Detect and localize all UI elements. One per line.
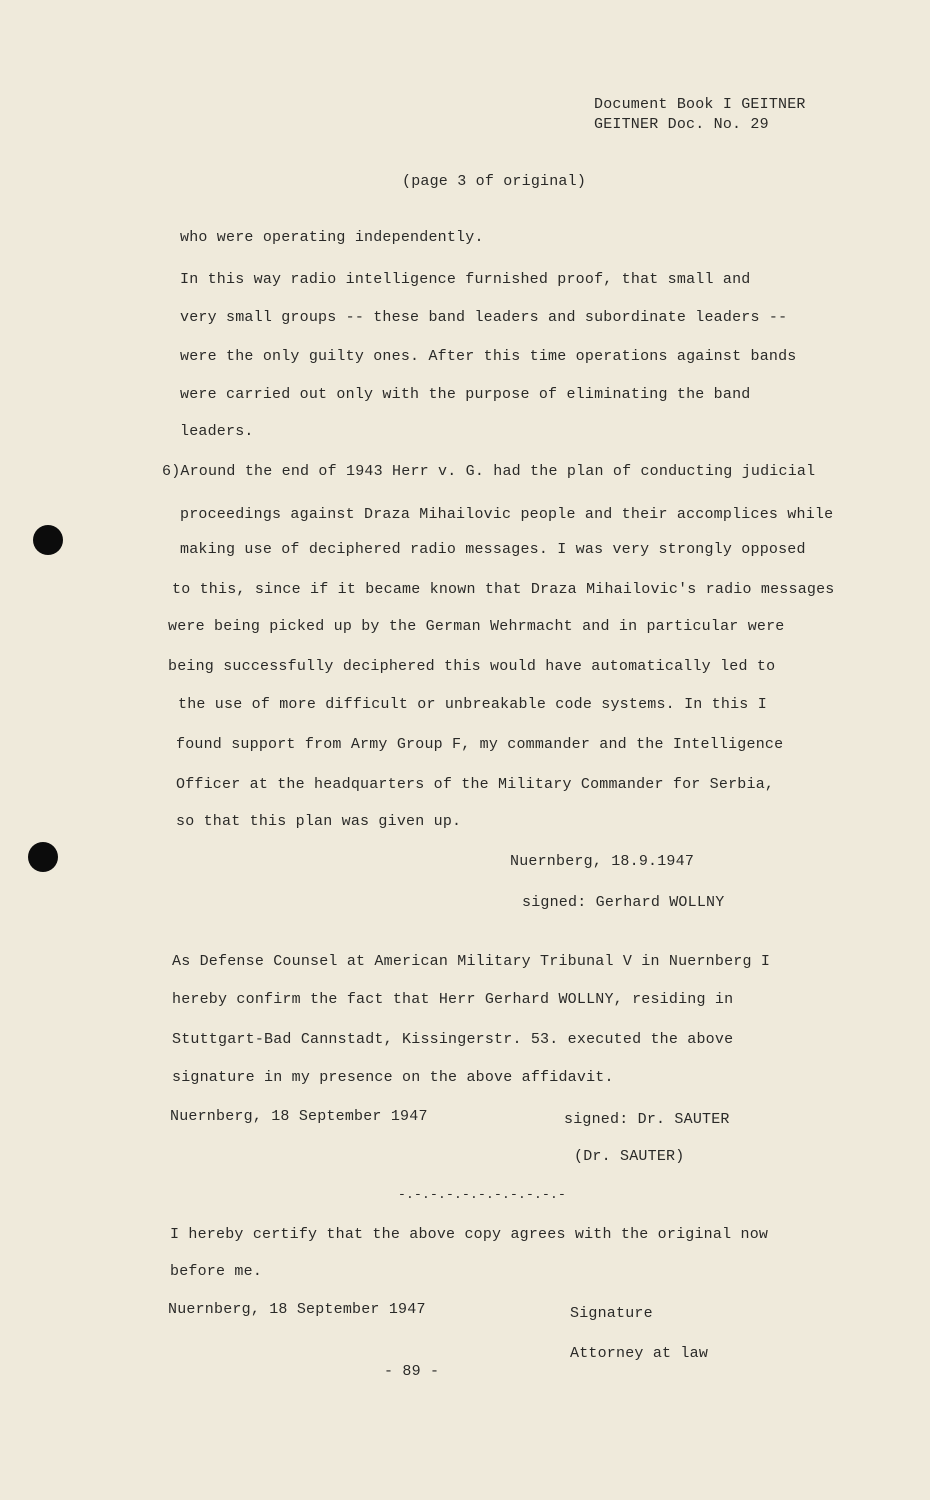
body-line: very small groups -- these band leaders and subordinate leaders -- (180, 309, 788, 326)
body-line: Officer at the headquarters of the Military Commander for Serbia, (176, 776, 775, 793)
body-line: so that this plan was given up. (176, 813, 462, 830)
page-note: (page 3 of original) (402, 173, 587, 190)
punch-hole (28, 842, 58, 872)
separator: -.-.-.-.-.-.-.-.-.-.- (398, 1187, 567, 1202)
counsel-line: As Defense Counsel at American Military Tribunal V in Nuernberg I (172, 953, 771, 970)
body-line: being successfully deciphered this would have automatically led to (168, 658, 776, 675)
body-line: 6)Around the end of 1943 Herr v. G. had the plan of conducting judicial (162, 463, 816, 480)
certify-line: I hereby certify that the above copy agrees with the original now (170, 1226, 769, 1243)
certify-line: before me. (170, 1263, 263, 1280)
affidavit-place-date: Nuernberg, 18.9.1947 (510, 853, 695, 870)
certify-place-date: Nuernberg, 18 September 1947 (168, 1301, 426, 1318)
page-number: - 89 - (384, 1363, 440, 1380)
counsel-line: hereby confirm the fact that Herr Gerhard WOLLNY, residing in (172, 991, 734, 1008)
body-line: proceedings against Draza Mihailovic people and their accomplices while (180, 506, 834, 523)
counsel-place-date: Nuernberg, 18 September 1947 (170, 1108, 428, 1125)
body-line: were being picked up by the German Wehrmacht and in particular were (168, 618, 785, 635)
counsel-name: (Dr. SAUTER) (574, 1148, 685, 1165)
body-line: were carried out only with the purpose of eliminating the band (180, 386, 751, 403)
body-line: who were operating independently. (180, 229, 484, 246)
doc-book-header: Document Book I GEITNER (594, 96, 806, 113)
body-line: found support from Army Group F, my commander and the Intelligence (176, 736, 784, 753)
body-line: to this, since if it became known that Draza Mihailovic's radio messages (172, 581, 835, 598)
body-line: leaders. (180, 423, 254, 440)
affidavit-signed: signed: Gerhard WOLLNY (522, 894, 725, 911)
certify-title: Attorney at law (570, 1345, 709, 1362)
body-line: were the only guilty ones. After this time operations against bands (180, 348, 797, 365)
counsel-line: Stuttgart-Bad Cannstadt, Kissingerstr. 53. executed the above (172, 1031, 734, 1048)
counsel-line: signature in my presence on the above affidavit. (172, 1069, 614, 1086)
punch-hole (33, 525, 63, 555)
doc-number-header: GEITNER Doc. No. 29 (594, 116, 769, 133)
body-line: the use of more difficult or unbreakable code systems. In this I (178, 696, 767, 713)
body-line: In this way radio intelligence furnished proof, that small and (180, 271, 751, 288)
body-line: making use of deciphered radio messages. I was very strongly opposed (180, 541, 806, 558)
certify-signature: Signature (570, 1305, 653, 1322)
counsel-signed: signed: Dr. SAUTER (564, 1111, 730, 1128)
